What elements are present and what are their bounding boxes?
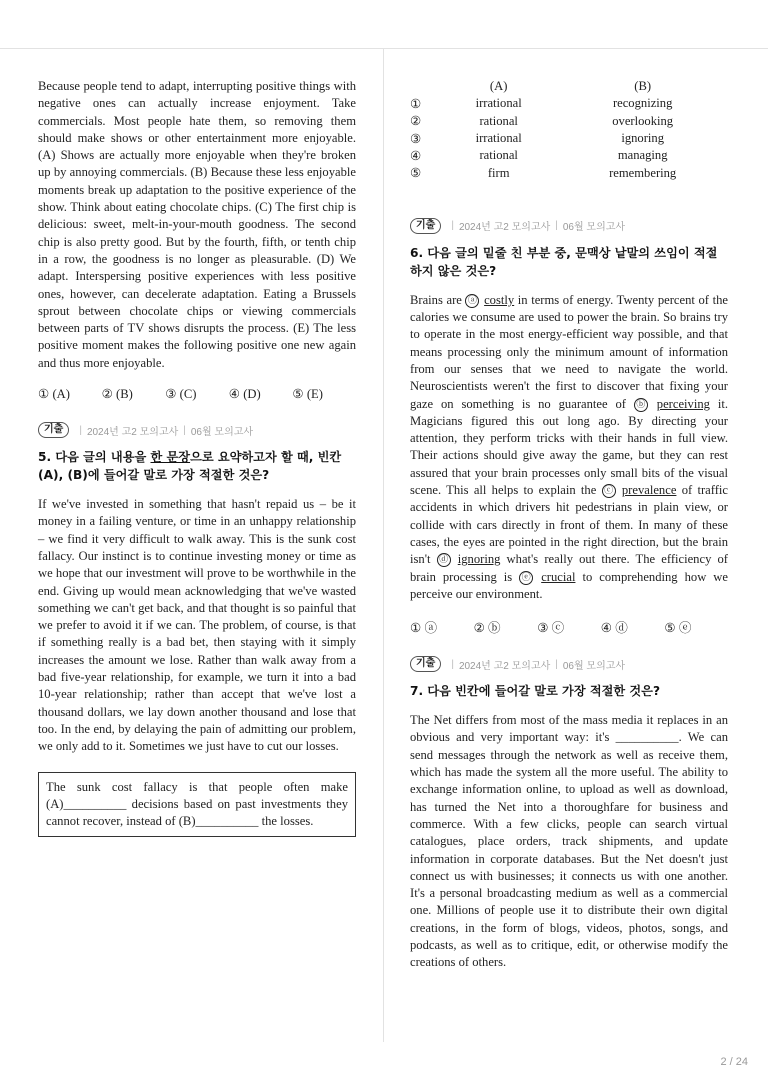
q5-source-line: 기출 | 2024년 고2 모의고사 | 06월 모의고사 bbox=[38, 422, 356, 438]
q5-option-number: ⑤ bbox=[410, 166, 422, 181]
passage-q4: Because people tend to adapt, interrupting positive things with negative ones can actually increase enjoyment. Take commercials. Most people hate them, so removing them should make shows or other entertainment more enjoyable. (A) Shows are actually more enjoyable when they're broken up by annoying commercials. (B) Because these less enjoyable moments break up adaptation to the positive experience of the show. Think about eating chocolate chips. (C) The first chip is delicious: sweet, melt-in-your-mouth goodness. The second chip is also pretty good. But by the fourth, fifth, or tenth chip in a row, the goodness is no longer as pleasurable. (D) We adapt. Interspersing positive experiences with less positive ones, however, can decelerate adaptation. Eating a Brussels sprout between chocolate chips or viewing commercials between parts of TV shows disrupts the process. (E) The less positive moment makes the following positive one new again and thus more enjoyable. bbox=[38, 79, 356, 370]
q6-source-line: 기출 | 2024년 고2 모의고사 | 06월 모의고사 bbox=[410, 218, 728, 234]
marker-b-icon: ⓑ bbox=[634, 398, 648, 412]
q5-title bbox=[38, 448, 356, 484]
q4-choices bbox=[38, 386, 356, 402]
q7-tag-badge: 기출 bbox=[410, 656, 441, 672]
q5-option-row[interactable] bbox=[410, 113, 728, 130]
q5-option-row[interactable] bbox=[410, 147, 728, 164]
column-divider bbox=[383, 48, 384, 1042]
marker-c-icon: ⓒ bbox=[602, 484, 616, 498]
q5-option-number: ② bbox=[410, 114, 422, 129]
q6-tag-badge: 기출 bbox=[410, 218, 441, 234]
q4-choice-2[interactable]: ② (B) bbox=[101, 387, 133, 402]
q5-option-b: ignoring bbox=[621, 131, 665, 146]
right-column bbox=[410, 78, 728, 972]
q7-title: 7. 다음 빈칸에 들어갈 말로 가장 적절한 것은? bbox=[410, 684, 661, 699]
q5-option-a: firm bbox=[487, 165, 510, 180]
q5-title-post: 으로 요약하고자 할 때, 빈칸 (A), (B)에 들어갈 말로 가장 적절한 것은? bbox=[38, 450, 342, 483]
passage-q6-text: of traffic accidents in which drivers hit pedestrians in plain view, or collide with cars directly in front of them. In many of these cases, the eyes are pointed in the right direction, but the brain isn't bbox=[410, 483, 728, 567]
q5-option-number: ④ bbox=[410, 148, 422, 163]
q6-title: 6. 다음 글의 밑줄 친 부분 중, 문맥상 낱말의 쓰임이 적절하지 않은 것은? bbox=[410, 245, 718, 278]
passage-q6-text: in terms of energy. Twenty percent of the calories we consume are used to power the brain. So brains try to operate in the most energy-efficient way possible, and that means processing only the minimum amount of information from our senses that we need to navigate the world. Neuroscientists weren't the first to discover that fixing your gaze on something is no guarantee of bbox=[410, 292, 728, 411]
q6-tag-year: 2024년 고2 모의고사 bbox=[458, 222, 551, 234]
marker-d-icon: ⓓ bbox=[437, 553, 451, 567]
q4-choice-3[interactable]: ③ (C) bbox=[165, 387, 197, 402]
q4-choice-4[interactable]: ④ (D) bbox=[228, 387, 261, 402]
q5-header-a: (A) bbox=[489, 79, 508, 94]
q5-tag-month: 06월 모의고사 bbox=[190, 426, 254, 438]
q5-option-b: overlooking bbox=[612, 113, 674, 128]
q5-title-underlined: 한 문장 bbox=[150, 450, 191, 465]
q5-tag-year: 2024년 고2 모의고사 bbox=[86, 426, 179, 438]
passage-q6-text: what's really out there. The efficiency of brain processing is bbox=[410, 552, 728, 584]
q5-option-a: irrational bbox=[475, 96, 522, 111]
passage-q6-text: it. Magicians figured this out long ago. By directing your attention, they perform tricks with their hands in full view. Their actions should give away the game, but they can rest assured that your brain processes only small bits of the visual scene. This all helps to explain the bbox=[410, 396, 728, 498]
q5-option-row[interactable] bbox=[410, 130, 728, 147]
q6-choice-1[interactable]: ① ⓐ bbox=[410, 621, 438, 636]
q5-header-b: (B) bbox=[634, 79, 652, 94]
underlined-word-b: perceiving bbox=[656, 396, 710, 411]
q6-choices bbox=[410, 617, 728, 636]
q5-tag-badge: 기출 bbox=[38, 422, 69, 438]
q4-choice-1[interactable]: ① (A) bbox=[38, 387, 70, 402]
q5-option-a: rational bbox=[479, 113, 518, 128]
passage-q5: If we've invested in something that hasn't repaid us – be it money in a failing venture, or time in an unhappy relationship – we find it very difficult to walk away. This is the sunk cost fallacy. Our instinct is to continue investing money or time as we hope that our investment will prove to be worthwhile in the end. Giving up would mean acknowledging that we've wasted something we can't get back, and that thought is so painful that we prefer to avoid it if we can. The problem, of course, is that if something really is a bad bet, then staying with it simply increases the amount we lose. Rather than walk away from a bad five-year relationship, for example, we turn it into a bad 10-year relationship; rather than accept that we've lost a thousand dollars, we lay down another thousand and lose that too. In the end, by delaying the pain of admitting our problem, we only add to it. Sometimes we just have to cut our losses. bbox=[38, 497, 356, 754]
underlined-word-a: costly bbox=[484, 292, 515, 307]
q5-option-number: ③ bbox=[410, 131, 422, 146]
q5-option-a: irrational bbox=[475, 131, 522, 146]
q6-choice-3[interactable]: ③ ⓒ bbox=[537, 621, 565, 636]
q5-option-b: remembering bbox=[609, 165, 677, 180]
q5-title-pre: 5. 다음 글의 내용을 bbox=[38, 450, 151, 465]
q7-tag-year: 2024년 고2 모의고사 bbox=[458, 660, 551, 672]
q5-option-b: managing bbox=[617, 148, 668, 163]
summary-box: The sunk cost fallacy is that people often make (A)__________ decisions based on past investments they cannot recover, instead of (B)__________ the losses. bbox=[38, 772, 356, 838]
underlined-word-c: prevalence bbox=[621, 483, 677, 498]
passage-q6-text: to comprehending how we perceive our environment. bbox=[410, 569, 728, 601]
q5-options-table bbox=[410, 78, 728, 182]
q4-choice-5[interactable]: ⑤ (E) bbox=[292, 387, 323, 402]
passage-q6 bbox=[410, 292, 728, 603]
q6-choice-2[interactable]: ② ⓑ bbox=[473, 621, 501, 636]
page-number: 2 / 24 bbox=[720, 1056, 748, 1068]
underlined-word-e: crucial bbox=[541, 569, 576, 584]
q7-tag-month: 06월 모의고사 bbox=[562, 660, 626, 672]
q7-source-line: 기출 | 2024년 고2 모의고사 | 06월 모의고사 bbox=[410, 656, 728, 672]
q5-option-row[interactable] bbox=[410, 164, 728, 181]
passage-q6-text: Brains are bbox=[410, 292, 466, 307]
marker-e-icon: ⓔ bbox=[519, 571, 533, 585]
q5-options-header bbox=[410, 78, 728, 95]
left-column bbox=[38, 78, 356, 837]
q5-option-b: recognizing bbox=[612, 96, 673, 111]
q6-choice-4[interactable]: ④ ⓓ bbox=[600, 621, 628, 636]
header-rule bbox=[0, 48, 768, 49]
passage-q7: The Net differs from most of the mass media it replaces in an obvious and very important way: it's __________. We can send messages through the network as well as receive them, which has made the system all the more useful. The ability to exchange information online, to upload as well as download, has turned the Net into a thoroughfare for business and commerce. With a few clicks, people can search virtual catalogues, place orders, track shipments, and update information in corporate databases. But the Net doesn't just connect us with businesses; it connects us with one another. It's a personal broadcasting medium as well as a commercial one. Millions of people use it to distribute their own digital creations, in the form of blogs, videos, photos, songs, and podcasts, as well as to critique, edit, or otherwise modify the creations of others. bbox=[410, 713, 728, 970]
q6-choice-5[interactable]: ⑤ ⓔ bbox=[664, 621, 692, 636]
q6-tag-month: 06월 모의고사 bbox=[562, 222, 626, 234]
q5-option-number: ① bbox=[410, 96, 422, 111]
marker-a-icon: ⓐ bbox=[465, 294, 479, 308]
underlined-word-d: ignoring bbox=[457, 552, 501, 567]
q5-option-row[interactable] bbox=[410, 95, 728, 112]
q5-option-a: rational bbox=[479, 148, 518, 163]
